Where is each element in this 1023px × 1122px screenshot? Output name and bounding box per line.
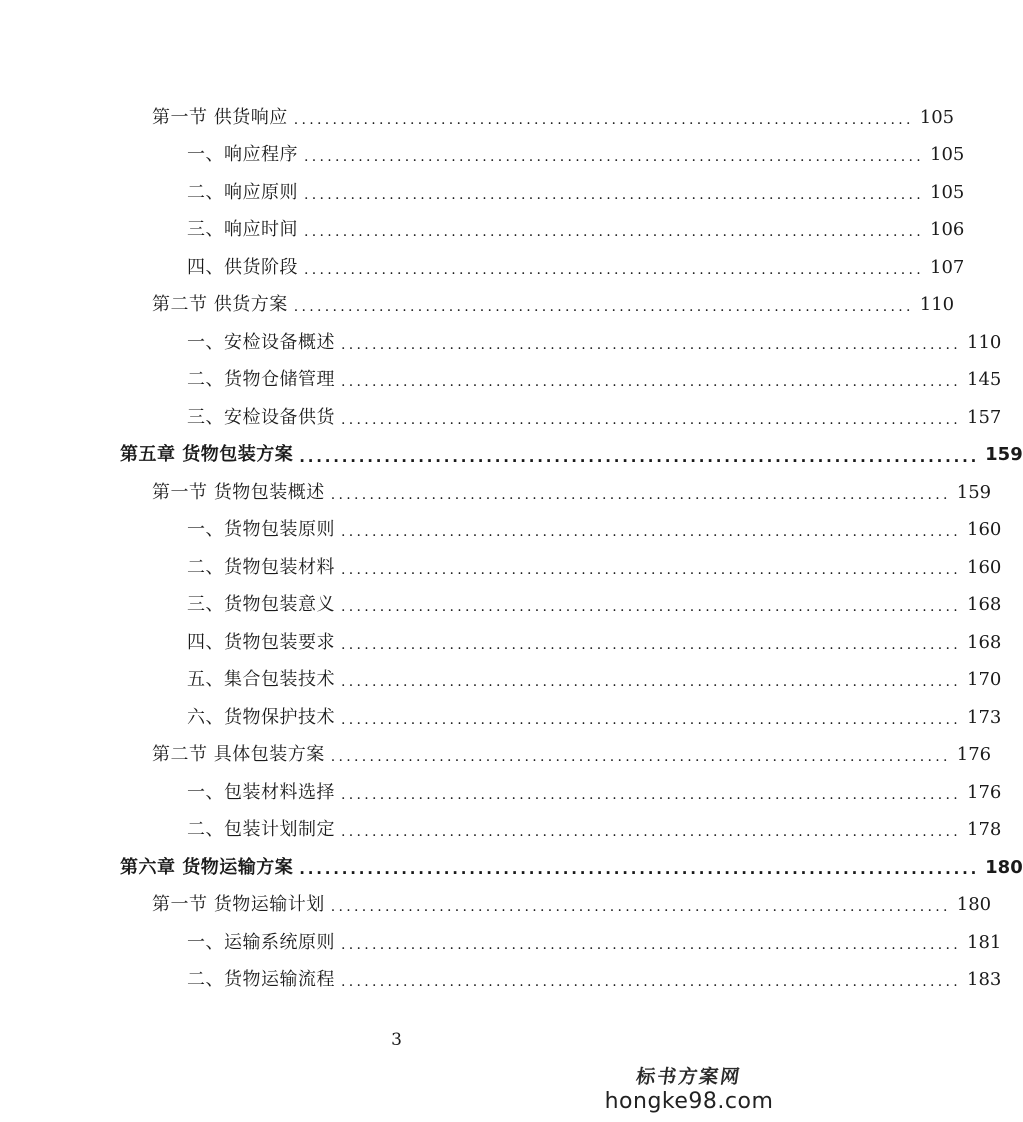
toc-entry-label: 二、货物运输流程 xyxy=(187,969,335,991)
toc-entry-page: 145 xyxy=(967,369,1002,391)
toc-entry-page: 180 xyxy=(956,894,992,916)
toc-entry-label: 一、响应程序 xyxy=(187,144,298,166)
toc-entry-label: 二、包装计划制定 xyxy=(187,819,335,841)
table-of-contents xyxy=(0,99,1023,999)
toc-dot-leader: ................................................................................ xyxy=(299,447,980,466)
toc-entry-page: 168 xyxy=(967,631,1002,653)
toc-entry-label: 第一节 供货响应 xyxy=(152,106,288,128)
toc-entry-section[interactable] xyxy=(0,887,992,925)
toc-entry-page: 176 xyxy=(967,781,1002,803)
toc-dot-leader: ................................................................................ xyxy=(341,636,962,653)
toc-entry-label: 四、货物包装要求 xyxy=(187,631,335,653)
toc-dot-leader: ................................................................................ xyxy=(341,561,962,578)
toc-entry-label: 第二节 具体包装方案 xyxy=(152,744,325,766)
toc-entry-page: 105 xyxy=(930,144,965,166)
toc-entry-page: 110 xyxy=(919,294,955,316)
toc-dot-leader: ................................................................................ xyxy=(341,936,962,953)
toc-entry-item[interactable] xyxy=(0,812,1002,850)
toc-dot-leader: ................................................................................ xyxy=(293,111,914,128)
toc-entry-item[interactable] xyxy=(0,212,965,250)
toc-entry-label: 六、货物保护技术 xyxy=(187,706,335,728)
toc-entry-item[interactable] xyxy=(0,512,1002,550)
toc-dot-leader: ................................................................................ xyxy=(293,299,914,316)
toc-entry-label: 二、货物仓储管理 xyxy=(187,369,335,391)
toc-entry-item[interactable] xyxy=(0,774,1002,812)
toc-dot-leader: ................................................................................ xyxy=(330,486,951,503)
toc-dot-leader: ................................................................................ xyxy=(304,149,925,166)
toc-entry-page: 159 xyxy=(956,481,992,503)
toc-entry-label: 一、安检设备概述 xyxy=(187,331,335,353)
site-watermark xyxy=(599,1062,779,1114)
toc-entry-page: 170 xyxy=(967,669,1002,691)
toc-dot-leader: ................................................................................ xyxy=(341,524,962,541)
watermark-brand: 标书方案网 xyxy=(634,1066,743,1088)
toc-entry-page: 106 xyxy=(930,219,965,241)
toc-entry-section[interactable] xyxy=(0,474,992,512)
toc-entry-label: 一、包装材料选择 xyxy=(187,781,335,803)
toc-entry-label: 一、运输系统原则 xyxy=(187,931,335,953)
toc-entry-page: 105 xyxy=(919,106,955,128)
toc-entry-section[interactable] xyxy=(0,737,992,775)
toc-entry-page: 160 xyxy=(967,556,1002,578)
toc-dot-leader: ................................................................................ xyxy=(304,261,925,278)
toc-entry-page: 183 xyxy=(967,969,1002,991)
toc-dot-leader: ................................................................................ xyxy=(330,749,951,766)
toc-dot-leader: ................................................................................ xyxy=(341,674,962,691)
toc-entry-label: 三、安检设备供货 xyxy=(187,406,335,428)
toc-entry-item[interactable] xyxy=(0,587,1002,625)
toc-entry-item[interactable] xyxy=(0,399,1002,437)
toc-entry-page: 176 xyxy=(956,744,992,766)
toc-entry-label: 五、集合包装技术 xyxy=(187,669,335,691)
toc-entry-chapter[interactable] xyxy=(0,437,1023,475)
toc-entry-label: 第五章 货物包装方案 xyxy=(120,444,294,466)
toc-entry-label: 第二节 供货方案 xyxy=(152,294,288,316)
toc-entry-label: 三、响应时间 xyxy=(187,219,298,241)
toc-dot-leader: ................................................................................ xyxy=(304,186,925,203)
toc-entry-item[interactable] xyxy=(0,924,1002,962)
toc-dot-leader: ................................................................................ xyxy=(341,336,962,353)
toc-dot-leader: ................................................................................ xyxy=(304,224,925,241)
toc-entry-label: 二、响应原则 xyxy=(187,181,298,203)
toc-entry-label: 四、供货阶段 xyxy=(187,256,298,278)
toc-entry-item[interactable] xyxy=(0,362,1002,400)
toc-dot-leader: ................................................................................ xyxy=(341,786,962,803)
page-number: 3 xyxy=(391,1030,402,1050)
toc-dot-leader: ................................................................................ xyxy=(341,711,962,728)
toc-entry-page: 159 xyxy=(985,444,1023,466)
toc-entry-page: 178 xyxy=(967,819,1002,841)
toc-entry-page: 107 xyxy=(930,256,965,278)
toc-entry-page: 160 xyxy=(967,519,1002,541)
toc-dot-leader: ................................................................................ xyxy=(341,974,962,991)
toc-entry-item[interactable] xyxy=(0,549,1002,587)
toc-entry-item[interactable] xyxy=(0,137,965,175)
toc-entry-chapter[interactable] xyxy=(0,849,1023,887)
toc-entry-page: 180 xyxy=(985,856,1023,878)
toc-entry-label: 第一节 货物包装概述 xyxy=(152,481,325,503)
toc-entry-item[interactable] xyxy=(0,324,1002,362)
toc-dot-leader: ................................................................................ xyxy=(341,599,962,616)
toc-entry-page: 105 xyxy=(930,181,965,203)
toc-entry-item[interactable] xyxy=(0,624,1002,662)
toc-dot-leader: ................................................................................ xyxy=(330,899,951,916)
toc-entry-page: 157 xyxy=(967,406,1002,428)
toc-dot-leader: ................................................................................ xyxy=(299,860,980,879)
toc-entry-item[interactable] xyxy=(0,662,1002,700)
toc-entry-label: 二、货物包装材料 xyxy=(187,556,335,578)
toc-dot-leader: ................................................................................ xyxy=(341,411,962,428)
toc-entry-item[interactable] xyxy=(0,962,1002,1000)
toc-entry-label: 第一节 货物运输计划 xyxy=(152,894,325,916)
toc-dot-leader: ................................................................................ xyxy=(341,824,962,841)
watermark-domain: hongke98.com xyxy=(604,1089,774,1114)
toc-entry-label: 三、货物包装意义 xyxy=(187,594,335,616)
toc-entry-item[interactable] xyxy=(0,249,965,287)
toc-entry-page: 181 xyxy=(967,931,1002,953)
toc-entry-item[interactable] xyxy=(0,699,1002,737)
toc-dot-leader: ................................................................................ xyxy=(341,374,962,391)
toc-entry-section[interactable] xyxy=(0,99,955,137)
toc-entry-page: 168 xyxy=(967,594,1002,616)
toc-entry-page: 110 xyxy=(967,331,1002,353)
toc-entry-page: 173 xyxy=(967,706,1002,728)
toc-entry-label: 第六章 货物运输方案 xyxy=(120,856,294,878)
toc-entry-label: 一、货物包装原则 xyxy=(187,519,335,541)
toc-entry-item[interactable] xyxy=(0,174,965,212)
toc-entry-section[interactable] xyxy=(0,287,955,325)
